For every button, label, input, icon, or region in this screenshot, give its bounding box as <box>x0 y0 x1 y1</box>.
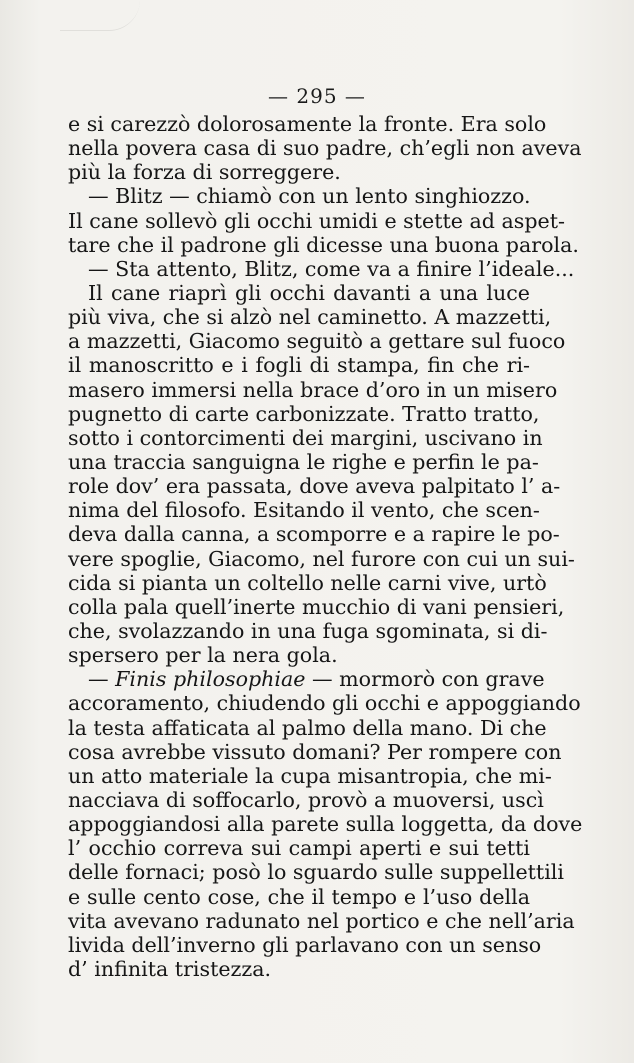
text-run: nella povera casa di suo padre, ch’egli non aveva <box>68 136 582 161</box>
text-line <box>68 739 562 764</box>
text-line <box>68 836 530 860</box>
text-line <box>68 160 530 184</box>
text-run: deva dalla canna, a scomporre e a rapire le po- <box>68 522 560 547</box>
text-run: Il cane sollevò gli occhi umidi e stette ad aspet- <box>68 208 565 233</box>
text-run: livida dell’inverno gli parlavano con un senso <box>68 932 542 957</box>
text-line <box>68 570 547 595</box>
text-run: — <box>88 667 116 692</box>
text-run: che, svolazzando in una fuga sgominata, si di- <box>68 618 548 643</box>
text-run: accoramento, chiudendo gli occhi e appoggiando <box>68 691 581 716</box>
text-line <box>68 522 560 547</box>
text-line <box>68 885 530 909</box>
text-line <box>68 112 547 136</box>
body-text <box>68 112 583 981</box>
text-line <box>68 498 540 523</box>
text-run: vita avevano radunato nel portico e che nell’aria <box>68 908 575 933</box>
text-line <box>68 425 543 450</box>
text-run: una traccia sanguigna le righe e perfin le pa- <box>68 449 539 474</box>
text-line <box>68 401 540 426</box>
text-line <box>68 908 575 933</box>
text-run: sotto i contorcimenti dei margini, uscivano in <box>68 425 543 450</box>
text-run: e si carezzò dolorosamente la fronte. Era solo <box>68 112 547 136</box>
page-number: — 295 — <box>268 84 366 108</box>
text-line <box>68 136 582 161</box>
text-run: — Sta attento, Blitz, come va a finire l’ideale... <box>88 256 575 281</box>
text-line <box>68 208 565 233</box>
text-line <box>68 256 575 281</box>
text-run: colla pala quell’inerte mucchio di vani pensieri, <box>68 594 565 619</box>
text-line <box>68 763 552 788</box>
text-run: — mormorò con grave <box>305 667 545 692</box>
text-run: il manoscritto e i fogli di stampa, fin che ri- <box>68 353 530 378</box>
paper-crease <box>60 0 140 31</box>
text-line <box>68 643 530 667</box>
text-line <box>68 715 547 740</box>
text-line <box>68 184 530 208</box>
text-run: delle fornaci; posò lo sguardo sulle suppellettili <box>68 860 564 885</box>
text-run: l’ occhio correva sui campi aperti e sui tetti <box>68 836 530 861</box>
text-line <box>68 957 530 981</box>
text-line <box>68 329 566 354</box>
text-line <box>68 281 530 305</box>
text-line <box>68 667 545 692</box>
text-run: la testa affaticata al palmo della mano. Di che <box>68 715 547 740</box>
text-run: — Blitz — chiamò con un lento singhiozzo. <box>88 184 531 209</box>
text-run: tare che il padrone gli dicesse una buona parola. <box>68 232 579 257</box>
text-line <box>68 860 564 885</box>
text-run: spersero per la nera gola. <box>68 643 338 668</box>
text-run: Il cane riaprì gli occhi davanti a una luce <box>88 280 530 305</box>
text-line <box>68 812 583 837</box>
text-run: nima del filosofo. Esitando il vento, che scen- <box>68 498 540 523</box>
text-line <box>68 353 530 377</box>
text-run: più la forza di sorreggere. <box>68 160 341 185</box>
text-run: vere spoglie, Giacomo, nel furore con cui un sui- <box>68 546 575 571</box>
text-run: e sulle cento cose, che il tempo e l’uso della <box>68 884 530 909</box>
text-line <box>68 377 558 402</box>
text-line <box>68 546 575 571</box>
text-run: cosa avrebbe vissuto domani? Per rompere con <box>68 739 562 764</box>
text-run: appoggiandosi alla parete sulla loggetta, da dove <box>68 812 583 837</box>
text-run: più viva, che si alzò nel caminetto. A mazzetti, <box>68 305 552 330</box>
text-line <box>68 305 552 330</box>
text-run: nacciava di soffocarlo, provò a muoversi, uscì <box>68 787 544 812</box>
text-line <box>68 691 581 716</box>
text-run: role dov’ era passata, dove aveva palpitato l’ a- <box>68 474 561 499</box>
text-line <box>68 787 544 812</box>
text-line <box>68 474 561 499</box>
text-run: d’ infinita tristezza. <box>68 956 272 981</box>
text-run: un atto materiale la cupa misantropia, che mi- <box>68 763 552 788</box>
text-run: a mazzetti, Giacomo seguitò a gettare sul fuoco <box>68 329 566 354</box>
text-run: pugnetto di carte carbonizzate. Tratto tratto, <box>68 401 540 426</box>
text-line <box>68 232 579 257</box>
text-run: cida si pianta un coltello nelle carni vive, urtò <box>68 570 547 595</box>
text-line <box>68 932 542 957</box>
text-line <box>68 449 539 474</box>
text-run: masero immersi nella brace d’oro in un misero <box>68 377 558 402</box>
italic-phrase: Finis philosophiae <box>115 667 306 692</box>
text-line <box>68 594 565 619</box>
text-line <box>68 618 548 643</box>
